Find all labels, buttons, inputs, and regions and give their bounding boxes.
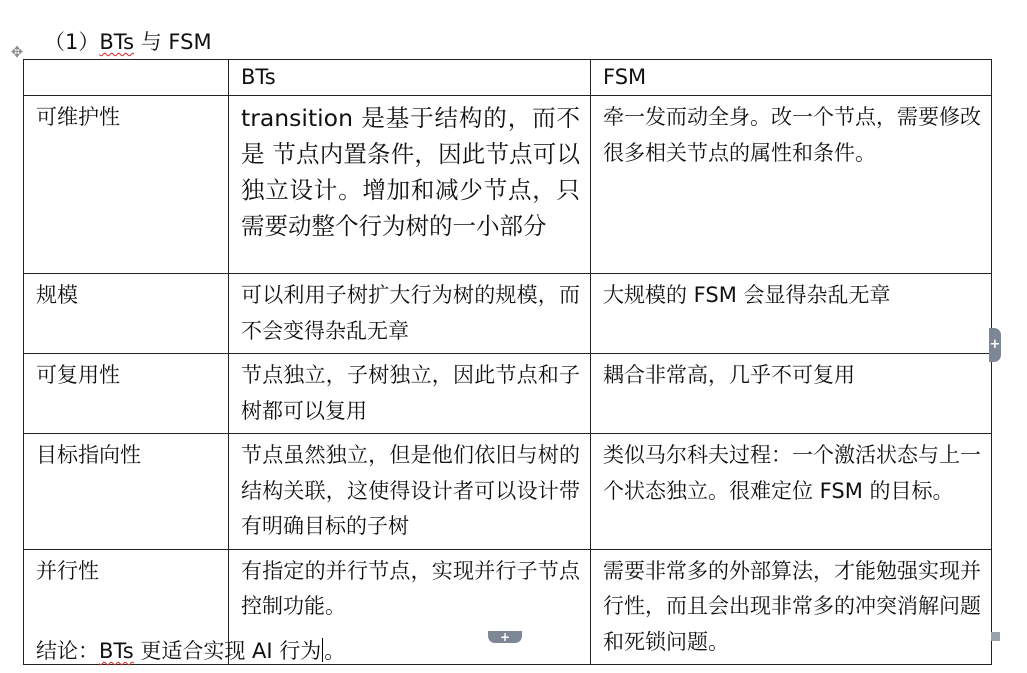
header-cell-bts[interactable]: BTs bbox=[229, 60, 591, 96]
bts-cell[interactable]: 节点虽然独立，但是他们依旧与树的结构关联，这使得设计者可以设计带有明确目标的子树 bbox=[229, 434, 591, 550]
conclusion-prefix: 结论： bbox=[36, 639, 99, 663]
bts-cell[interactable]: 有指定的并行节点，实现并行子节点控制功能。 bbox=[229, 549, 591, 665]
table-row bbox=[24, 96, 992, 274]
heading-bts: BTs bbox=[99, 30, 135, 54]
table-move-handle-icon[interactable]: ✥ bbox=[10, 43, 24, 61]
fsm-cell[interactable]: 耦合非常高，几乎不可复用 bbox=[591, 354, 992, 434]
bts-cell[interactable]: transition 是基于结构的，而不是 节点内置条件，因此节点可以独立设计。增加和减少节点，只需要动整个行为树的一小部分 bbox=[229, 96, 591, 274]
bts-cell[interactable]: 可以利用子树扩大行为树的规模，而不会变得杂乱无章 bbox=[229, 274, 591, 354]
section-heading bbox=[44, 28, 212, 56]
fsm-cell[interactable]: 需要非常多的外部算法，才能勉强实现并行性，而且会出现非常多的冲突消解问题和死锁问题。 bbox=[591, 549, 992, 665]
table-row bbox=[24, 354, 992, 434]
conclusion-middle: 更适合实现 AI 行为 bbox=[133, 639, 322, 663]
heading-prefix: （1） bbox=[44, 30, 100, 54]
row-label-cell[interactable]: 并行性 bbox=[24, 549, 229, 665]
add-column-plus-icon[interactable]: + bbox=[989, 328, 1001, 362]
fsm-cell[interactable]: 牵一发而动全身。改一个节点，需要修改很多相关节点的属性和条件。 bbox=[591, 96, 992, 274]
row-label-cell[interactable]: 规模 bbox=[24, 274, 229, 354]
comparison-table bbox=[23, 59, 992, 665]
heading-suffix: 与 FSM bbox=[134, 30, 212, 54]
add-row-plus-icon[interactable]: + bbox=[488, 631, 522, 643]
row-label-cell[interactable]: 目标指向性 bbox=[24, 434, 229, 550]
header-cell-empty[interactable] bbox=[24, 60, 229, 96]
conclusion-bts: BTs bbox=[99, 639, 134, 663]
row-label-cell[interactable]: 可维护性 bbox=[24, 96, 229, 274]
bts-cell[interactable]: 节点独立，子树独立，因此节点和子树都可以复用 bbox=[229, 354, 591, 434]
table-row bbox=[24, 274, 992, 354]
row-label-cell[interactable]: 可复用性 bbox=[24, 354, 229, 434]
fsm-cell[interactable]: 大规模的 FSM 会显得杂乱无章 bbox=[591, 274, 992, 354]
header-cell-fsm[interactable]: FSM bbox=[591, 60, 992, 96]
table-resize-corner-icon[interactable] bbox=[991, 632, 1000, 641]
fsm-cell[interactable]: 类似马尔科夫过程：一个激活状态与上一个状态独立。很难定位 FSM 的目标。 bbox=[591, 434, 992, 550]
table-row bbox=[24, 434, 992, 550]
conclusion-end: 。 bbox=[324, 639, 346, 663]
table-header-row bbox=[24, 60, 992, 96]
conclusion-line[interactable] bbox=[36, 636, 345, 666]
